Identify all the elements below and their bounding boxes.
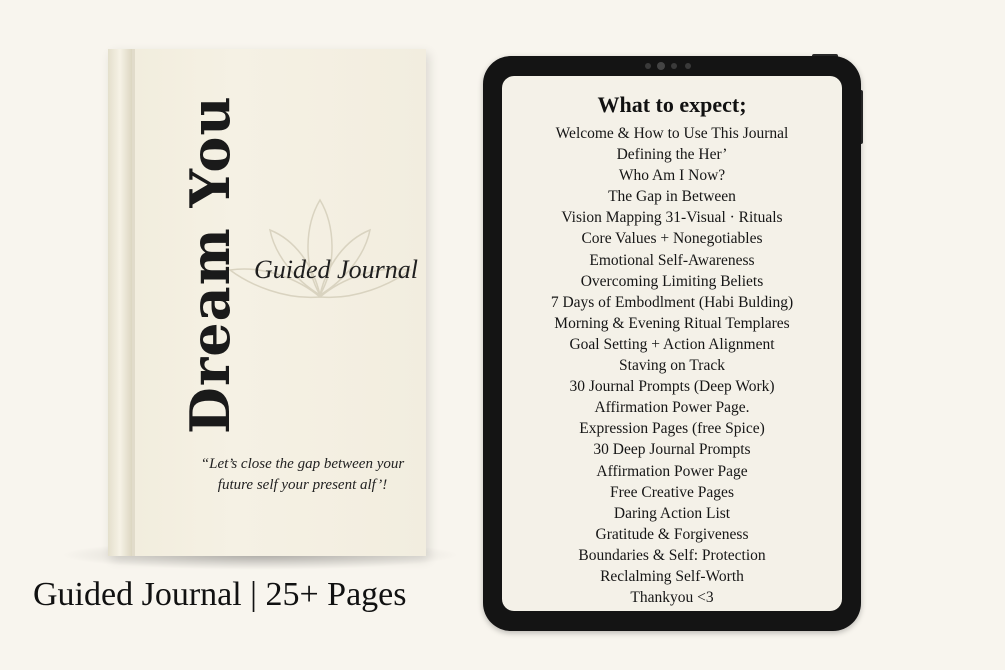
tablet-device bbox=[483, 56, 861, 631]
list-item: Boundaries & Self: Protection bbox=[578, 546, 766, 564]
tablet-screen bbox=[502, 76, 842, 611]
book-subtitle: Guided Journal bbox=[254, 255, 418, 284]
list-item: Affirmation Power Page. bbox=[594, 399, 750, 417]
list-item: Overcoming Limiting Beliets bbox=[580, 272, 764, 290]
list-item: Affirmation Power Page bbox=[596, 462, 748, 480]
book-title: Dream You bbox=[178, 95, 242, 434]
contents-list bbox=[502, 123, 842, 608]
list-item: 7 Days of Embodlment (Habi Bulding) bbox=[550, 293, 794, 311]
list-item: Daring Action List bbox=[613, 504, 731, 522]
list-item: Who Am I Now? bbox=[618, 167, 726, 185]
list-item: Vision Mapping 31-Visual · Rituals bbox=[561, 209, 783, 227]
list-item: Staving on Track bbox=[619, 357, 725, 375]
book-spine bbox=[108, 49, 132, 556]
list-item: Free Creative Pages bbox=[610, 483, 734, 501]
sensor-dot bbox=[685, 63, 691, 69]
list-item: Defining the Her’ bbox=[616, 146, 728, 164]
list-item: Thankyou <3 bbox=[630, 589, 714, 607]
list-item: Welcome & How to Use This Journal bbox=[555, 125, 789, 142]
book-quote: “Let’s close the gap between your future self your present alf’! bbox=[200, 456, 405, 493]
list-item: 30 Journal Prompts (Deep Work) bbox=[569, 378, 775, 396]
list-item: Gratitude & Forgiveness bbox=[595, 525, 749, 543]
sensor-dot bbox=[671, 63, 677, 69]
list-item: Expression Pages (free Spice) bbox=[579, 420, 765, 438]
list-item: Core Values + Nonegotiables bbox=[581, 230, 763, 248]
list-item: Goal Setting + Action Alignment bbox=[569, 335, 775, 353]
sensor-dot bbox=[645, 63, 651, 69]
book-hinge bbox=[132, 49, 135, 556]
product-caption: Guided Journal | 25+ Pages bbox=[33, 576, 407, 613]
camera-icon bbox=[657, 62, 665, 70]
list-item: Emotional Self-Awareness bbox=[589, 251, 755, 269]
list-item: The Gap in Between bbox=[608, 188, 736, 206]
list-item: Morning & Evening Ritual Templares bbox=[554, 314, 790, 332]
list-item: Reclalming Self-Worth bbox=[600, 567, 744, 585]
list-item: 30 Deep Journal Prompts bbox=[593, 441, 751, 459]
contents-heading: What to expect; bbox=[597, 92, 747, 117]
